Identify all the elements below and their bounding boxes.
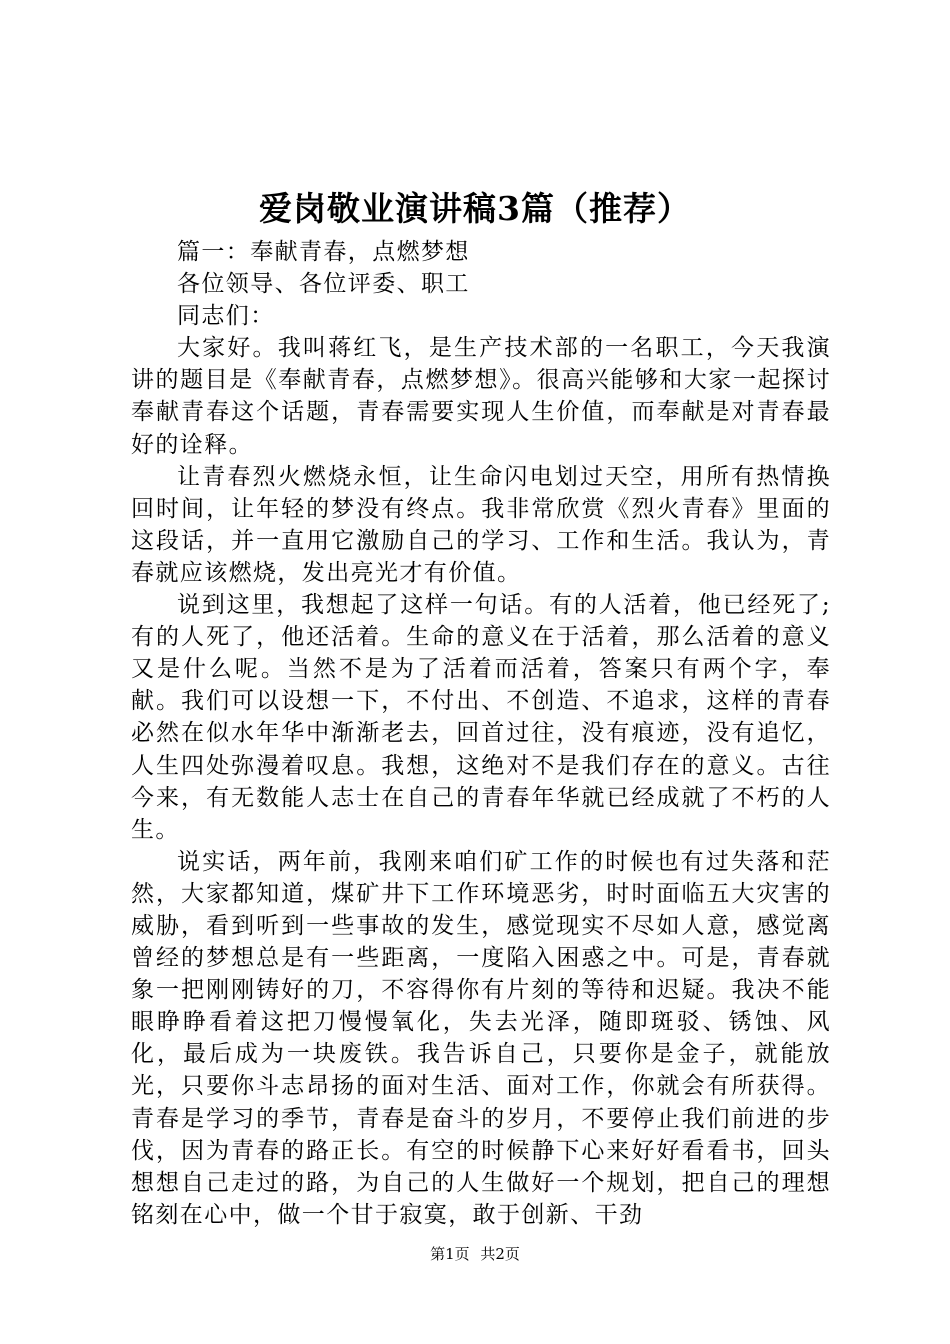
salutation-line: 各位领导、各位评委、职工 <box>177 271 470 298</box>
document-title: 爱岗敬业演讲稿3篇（推荐） <box>259 189 691 228</box>
document-body <box>131 236 831 1231</box>
page-footer <box>0 1244 950 1264</box>
salutation-line: 同志们： <box>177 303 275 330</box>
section-heading: 篇一：奉献青春，点燃梦想 <box>177 239 470 265</box>
body-paragraph: 大家好。我叫蒋红飞，是生产技术部的一名职工，今天我演讲的题目是《奉献青春，点燃梦想》。很高兴能够和大家一起探讨奉献青春这个话题，青春需要实现人生价值，而奉献是对青春最好的诠释。 <box>131 335 831 458</box>
body-paragraph: 说到这里，我想起了这样一句话。有的人活着，他已经死了;有的人死了，他还活着。生命的意义在于活着，那么活着的意义又是什么呢。当然不是为了活着而活着，答案只有两个字，奉献。我们可以设想一下，不付出、不创造、不追求，这样的青春必然在似水年华中渐渐老去，回首过往，没有痕迹，没有追忆，人生四处弥漫着叹息。我想，这绝对不是我们存在的意义。古往今来，有无数能人志士在自己的青春年华就已经成就了不朽的人生。 <box>131 592 831 843</box>
body-paragraph: 让青春烈火燃烧永恒，让生命闪电划过天空，用所有热情换回时间，让年轻的梦没有终点。我非常欣赏《烈火青春》里面的这段话，并一直用它激励自己的学习、工作和生活。我认为，青春就应该燃烧，发出亮光才有价值。 <box>131 463 831 586</box>
body-paragraph: 说实话，两年前，我刚来咱们矿工作的时候也有过失落和茫然，大家都知道，煤矿井下工作环境恶劣，时时面临五大灾害的威胁，看到听到一些事故的发生，感觉现实不尽如人意，感觉离曾经的梦想总是有一些距离，一度陷入困惑之中。可是，青春就象一把刚刚铸好的刀，不容得你有片刻的等待和迟疑。我决不能眼睁睁看着这把刀慢慢氧化，失去光泽，随即斑驳、锈蚀、风化，最后成为一块废铁。我告诉自己，只要你是金子，就能放光，只要你斗志昂扬的面对生活、面对工作，你就会有所获得。青春是学习的季节，青春是奋斗的岁月，不要停止我们前进的步伐，因为青春的路正长。有空的时候静下心来好好看看书，回头想想自己走过的路，为自己的人生做好一个规划，把自己的理想铭刻在心中，做一个甘于寂寞，敢于创新、干劲 <box>131 848 831 1228</box>
page-total: 共2页 <box>480 1245 520 1263</box>
page-number: 第1页 <box>430 1245 470 1263</box>
